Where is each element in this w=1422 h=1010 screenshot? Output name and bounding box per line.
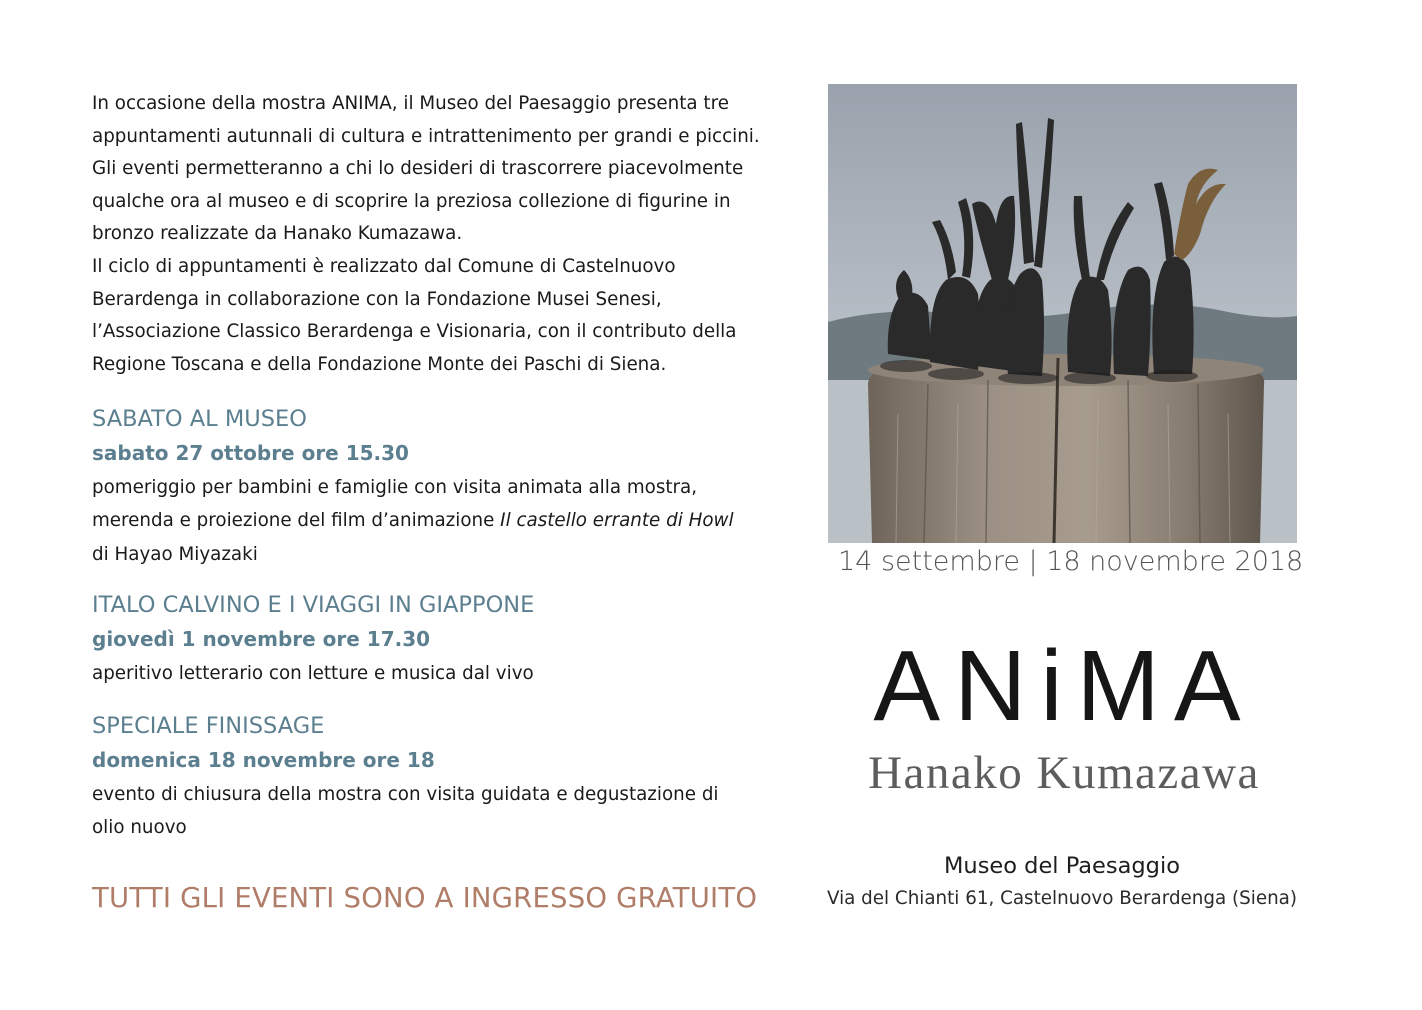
event-date: domenica 18 novembre ore 18 xyxy=(92,748,435,772)
event-title: SPECIALE FINISSAGE xyxy=(92,713,325,739)
left-column xyxy=(92,88,804,914)
event-sabato-al-museo xyxy=(92,404,804,571)
event-desc-line: aperitivo letterario con letture e musica dal vivo xyxy=(92,663,534,684)
event-desc-line xyxy=(92,504,804,537)
venue-name: Museo del Paesaggio xyxy=(944,853,1180,879)
intro-line: In occasione della mostra ANIMA, il Museo del Paesaggio presenta tre xyxy=(92,93,729,114)
intro-line: bronzo realizzate da Hanako Kumazawa. xyxy=(92,223,463,245)
event-desc-line: di Hayao Miyazaki xyxy=(92,543,258,565)
event-speciale-finissage xyxy=(92,711,804,845)
event-desc-line: olio nuovo xyxy=(92,817,187,839)
intro-line: l’Associazione Classico Berardenga e Visionaria, con il contributo della xyxy=(92,321,737,343)
intro-line: qualche ora al museo e di scoprire la preziosa collezione di figurine in xyxy=(92,190,731,212)
intro-line: Il ciclo di appuntamenti è realizzato dal Comune di Castelnuovo xyxy=(92,255,676,277)
event-description xyxy=(92,657,804,690)
event-desc-line: evento di chiusura della mostra con visita guidata e degustazione di xyxy=(92,784,719,805)
exhibition-dates: 14 settembre | 18 novembre 2018 xyxy=(838,546,1304,577)
free-entry-note: TUTTI GLI EVENTI SONO A INGRESSO GRATUITO xyxy=(92,882,758,914)
exhibition-title: ANiMA xyxy=(873,630,1255,742)
venue-address: Via del Chianti 61, Castelnuovo Berardenga (Siena) xyxy=(826,888,1297,909)
event-description xyxy=(92,471,804,571)
event-desc-text: merenda e proiezione del film d’animazione xyxy=(92,510,501,532)
event-title: SABATO AL MUSEO xyxy=(92,406,307,432)
event-title: ITALO CALVINO E I VIAGGI IN GIAPPONE xyxy=(92,592,535,618)
event-date: sabato 27 ottobre ore 15.30 xyxy=(92,441,409,465)
artist-name: Hanako Kumazawa xyxy=(868,747,1260,799)
film-title: Il castello errante di Howl xyxy=(500,510,734,532)
intro-line: Berardenga in collaborazione con la Fondazione Musei Senesi, xyxy=(92,288,662,310)
intro-line: Regione Toscana e della Fondazione Monte dei Paschi di Siena. xyxy=(92,353,667,375)
intro-line: appuntamenti autunnali di cultura e intrattenimento per grandi e piccini. xyxy=(92,125,760,147)
event-date: giovedì 1 novembre ore 17.30 xyxy=(92,627,431,651)
event-description xyxy=(92,778,804,845)
intro-line: Gli eventi permetteranno a chi lo desideri di trascorrere piacevolmente xyxy=(92,158,744,180)
sculpture-illustration xyxy=(828,84,1297,543)
intro-paragraph xyxy=(92,88,804,381)
event-desc-line: pomeriggio per bambini e famiglie con visita animata alla mostra, xyxy=(92,477,698,498)
sculpture-photo xyxy=(828,84,1297,543)
event-italo-calvino xyxy=(92,590,804,690)
